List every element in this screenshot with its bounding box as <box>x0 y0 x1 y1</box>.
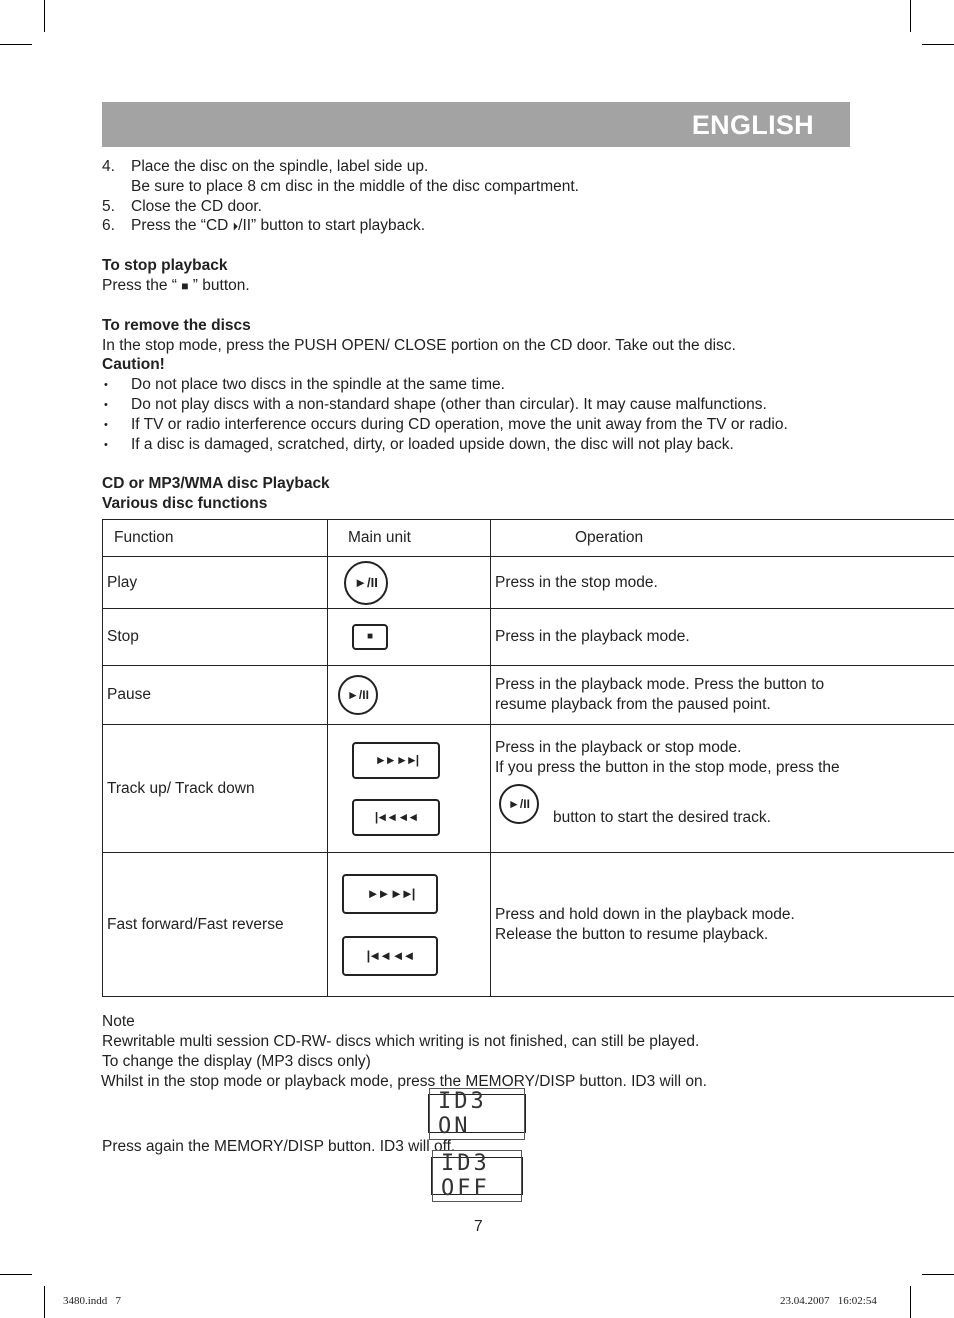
track-down-button-icon <box>352 799 440 836</box>
caution-item: Do not place two discs in the spindle at the same time. <box>131 376 505 393</box>
operation-cell: Press in the playback mode. <box>491 609 954 666</box>
play-pause-button-icon <box>338 675 378 715</box>
bullet-dot-icon: • <box>104 399 108 411</box>
caution-item: Do not play discs with a non-standard shape (other than circular). It may cause malfunctions. <box>131 396 767 413</box>
stop-text <box>102 276 250 296</box>
step-number: 4. <box>102 158 115 175</box>
fast-forward-button-icon <box>342 874 438 914</box>
column-header: Main unit <box>328 520 491 557</box>
function-cell: Track up/ Track down <box>103 725 328 853</box>
caution-label: Caution! <box>102 356 165 373</box>
remove-text: In the stop mode, press the PUSH OPEN/ CLOSE portion on the CD door. Take out the disc. <box>102 337 736 354</box>
caution-item: If a disc is damaged, scratched, dirty, or loaded upside down, the disc will not play back. <box>131 436 734 453</box>
note-title: Note <box>102 1013 135 1030</box>
stop-button-icon <box>352 624 388 650</box>
table-row <box>103 666 954 725</box>
lcd-text: ID3 OFF <box>432 1150 522 1202</box>
lcd-id3-on-display <box>428 1088 526 1139</box>
playback-heading: CD or MP3/WMA disc Playback <box>102 475 330 492</box>
function-cell: Stop <box>103 609 328 666</box>
main-unit-cell <box>328 666 491 725</box>
column-header: Operation <box>491 520 954 557</box>
main-unit-cell <box>328 853 491 997</box>
stop-glyph-icon: ■ <box>181 279 189 293</box>
fwd-label: ►► ►►| <box>374 753 418 767</box>
language-header <box>102 102 850 147</box>
disc-functions-table <box>102 519 954 997</box>
step-text-before: Press the “CD <box>131 217 233 234</box>
play-glyph-icon: ⏵ <box>232 221 239 233</box>
operation-line: Press in the playback or stop mode. <box>495 739 742 756</box>
table-header-row <box>103 520 954 557</box>
operation-line: resume playback from the paused point. <box>495 696 771 713</box>
table-row <box>103 853 954 997</box>
main-unit-cell <box>328 609 491 666</box>
stop-text-before: Press the “ <box>102 277 182 294</box>
rev-label: |◄◄ ◄◄ <box>366 947 414 963</box>
fwd-label: ►► ►►| <box>366 885 414 901</box>
again-text: Press again the MEMORY/DISP button. ID3 will off. <box>102 1138 456 1155</box>
page-number: 7 <box>474 1218 483 1235</box>
fast-reverse-button-icon <box>342 936 438 976</box>
operation-line: If you press the button in the stop mode, press the <box>495 759 840 776</box>
function-cell: Fast forward/Fast reverse <box>103 853 328 997</box>
main-unit-cell <box>328 725 491 853</box>
table-row <box>103 557 954 609</box>
crop-mark <box>0 44 32 45</box>
stop-label: ■ <box>366 631 374 642</box>
footer-file: 3480.indd 7 <box>63 1295 122 1307</box>
operation-line: Press in the playback mode. Press the button to <box>495 676 825 693</box>
step-subtext: Be sure to place 8 cm disc in the middle of the disc compartment. <box>131 178 579 195</box>
operation-line: Press and hold down in the playback mode. <box>495 905 795 923</box>
crop-mark <box>44 1286 45 1318</box>
rev-label: |◄◄ ◄◄ <box>374 810 418 824</box>
operation-line-with-icon <box>495 780 952 828</box>
remove-heading: To remove the discs <box>102 317 251 334</box>
lcd-id3-off-display <box>431 1151 523 1201</box>
function-cell: Pause <box>103 666 328 725</box>
lcd-text: ID3 ON <box>429 1088 525 1140</box>
play-pause-button-icon <box>499 784 539 824</box>
header-title: ENGLISH <box>691 110 814 140</box>
play-pause-label: ►/II <box>354 574 378 590</box>
crop-mark <box>44 0 45 32</box>
bullet-dot-icon: • <box>104 419 108 431</box>
stop-text-after: ” button. <box>188 277 250 294</box>
crop-mark <box>0 1274 32 1275</box>
operation-line: Release the button to resume playback. <box>495 925 769 943</box>
step-number: 6. <box>102 217 115 234</box>
display-heading: To change the display (MP3 discs only) <box>102 1053 371 1070</box>
column-header: Function <box>103 520 328 557</box>
step-text: Place the disc on the spindle, label side up. <box>131 158 429 175</box>
operation-cell <box>491 853 954 997</box>
play-pause-button-icon <box>344 561 388 605</box>
crop-mark <box>922 1274 954 1275</box>
step-number: 5. <box>102 198 115 215</box>
function-cell: Play <box>103 557 328 609</box>
footer-timestamp: 23.04.2007 16:02:54 <box>780 1295 877 1307</box>
bullet-dot-icon: • <box>104 379 108 391</box>
bullet-dot-icon: • <box>104 439 108 451</box>
crop-mark <box>910 1286 911 1318</box>
operation-cell <box>491 725 954 853</box>
display-text: Whilst in the stop mode or playback mode, press the MEMORY/DISP button. ID3 will on. <box>101 1073 707 1090</box>
play-pause-label: ►/II <box>347 688 369 702</box>
note-text: Rewritable multi session CD-RW- discs which writing is not finished, can still be played. <box>102 1033 700 1050</box>
play-pause-label: ►/II <box>508 797 530 811</box>
table-row <box>103 609 954 666</box>
track-up-button-icon <box>352 742 440 779</box>
table-row <box>103 725 954 853</box>
operation-cell <box>491 666 954 725</box>
caution-item: If TV or radio interference occurs during CD operation, move the unit away from the TV or radio. <box>131 416 788 433</box>
operation-line: button to start the desired track. <box>553 809 771 826</box>
step-text-after: /II” button to start playback. <box>238 217 426 234</box>
main-unit-cell <box>328 557 491 609</box>
crop-mark <box>922 44 954 45</box>
crop-mark <box>910 0 911 32</box>
operation-cell: Press in the stop mode. <box>491 557 954 609</box>
stop-heading: To stop playback <box>102 257 228 274</box>
step-text <box>131 216 425 237</box>
step-text: Close the CD door. <box>131 198 262 215</box>
functions-subheading: Various disc functions <box>102 495 268 512</box>
